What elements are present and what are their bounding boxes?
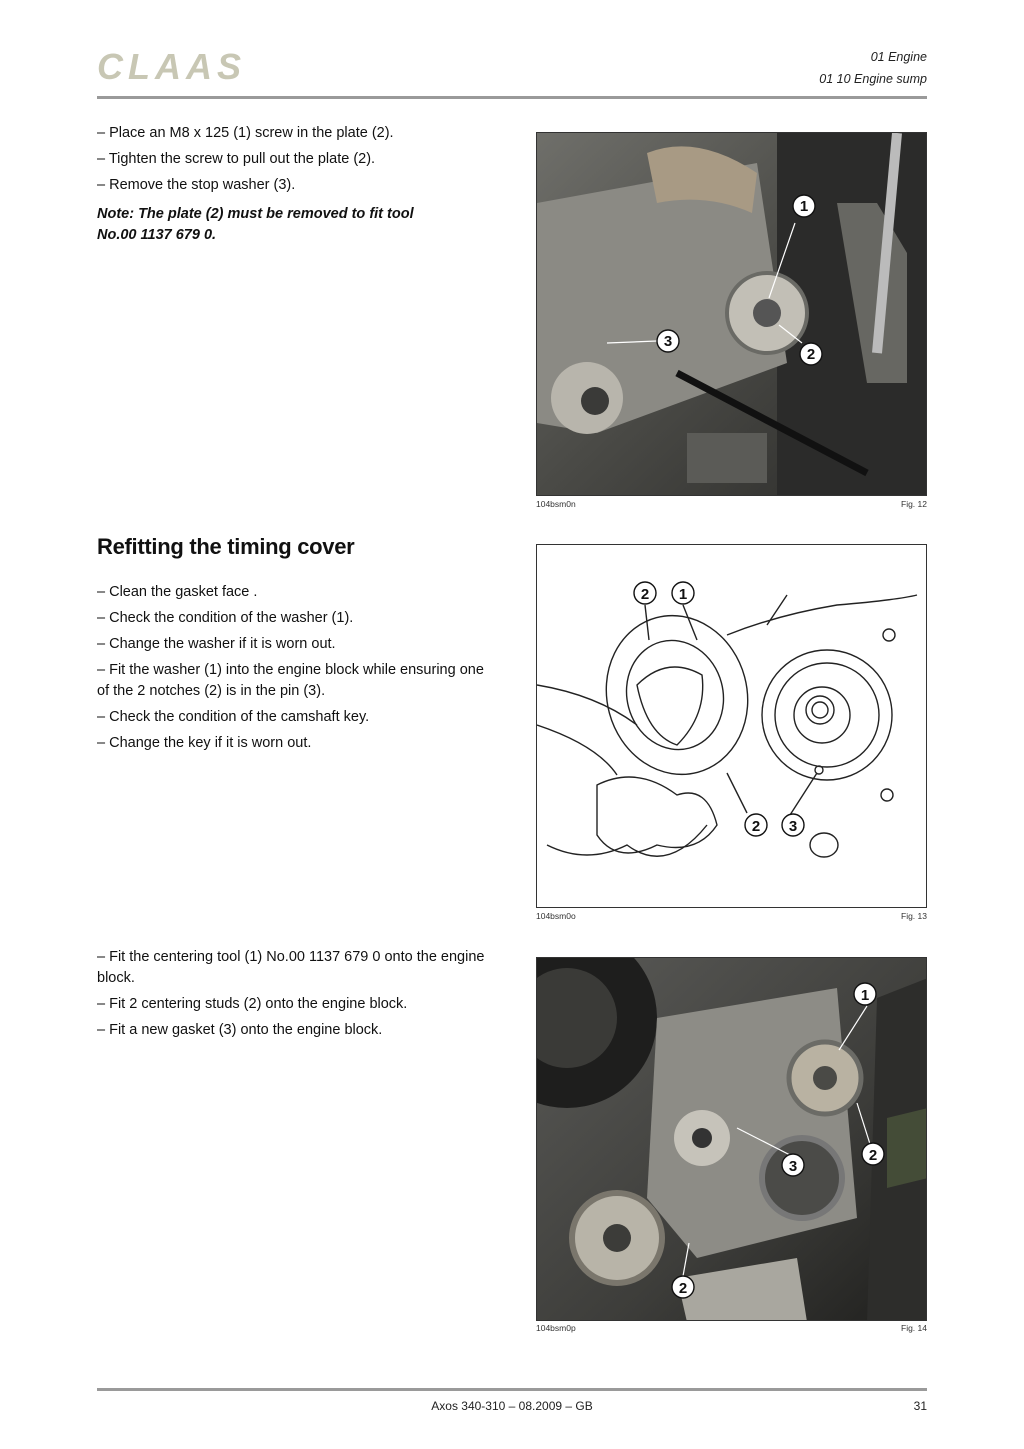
svg-text:3: 3 [788, 818, 798, 835]
callout-2 [800, 343, 822, 365]
callout-1 [793, 195, 815, 217]
svg-text:CLAAS: CLAAS [97, 48, 243, 84]
claas-logo [97, 48, 247, 84]
step: – Check the condition of the camshaft key. [97, 709, 370, 725]
figure-13-drawing [536, 544, 927, 908]
svg-text:2: 2 [678, 1280, 688, 1297]
figure-code: 104bsm0o [536, 911, 576, 921]
footer-doc-info: Axos 340-310 – 08.2009 – GB [431, 1399, 593, 1413]
header-section-info [819, 46, 927, 90]
svg-text:1: 1 [678, 586, 688, 603]
figure-label: Fig. 14 [901, 1323, 927, 1333]
note: Note: The plate (2) must be removed to fit tool No.00 1137 679 0. [97, 206, 414, 243]
instructions-block-3 [97, 947, 492, 1046]
figure-code: 104bsm0p [536, 1323, 576, 1333]
header-section: 01 Engine [870, 50, 927, 64]
step: – Fit the centering tool (1) No.00 1137 679 0 onto the engine block. [97, 949, 485, 986]
svg-text:2: 2 [806, 346, 816, 363]
step: – Place an M8 x 125 (1) screw in the plate (2). [97, 125, 394, 141]
svg-text:3: 3 [788, 1158, 798, 1175]
callout-3 [657, 330, 679, 352]
step: – Check the condition of the washer (1). [97, 610, 354, 626]
callout-3 [782, 1154, 804, 1176]
step: – Fit a new gasket (3) onto the engine block. [97, 1022, 383, 1038]
figure-label: Fig. 13 [901, 911, 927, 921]
svg-text:2: 2 [751, 818, 761, 835]
callout-2 [745, 814, 767, 836]
step: – Fit the washer (1) into the engine block while ensuring one of the 2 notches (2) is in the pin (3). [97, 662, 484, 699]
callout-2 [672, 1276, 694, 1298]
step: – Clean the gasket face . [97, 584, 258, 600]
header-subsection: 01 10 Engine sump [819, 72, 927, 86]
callout-1 [672, 582, 694, 604]
header-rule [97, 96, 927, 99]
footer-rule [97, 1388, 927, 1391]
step: – Fit 2 centering studs (2) onto the engine block. [97, 996, 408, 1012]
figure-12-photo [536, 132, 927, 496]
figure-code: 104bsm0n [536, 499, 576, 509]
step: – Change the washer if it is worn out. [97, 636, 336, 652]
step: – Change the key if it is worn out. [97, 735, 312, 751]
svg-text:3: 3 [663, 333, 673, 350]
svg-text:2: 2 [868, 1147, 878, 1164]
section-title: Refitting the timing cover [97, 534, 355, 559]
step: – Remove the stop washer (3). [97, 177, 296, 193]
svg-text:2: 2 [640, 586, 650, 603]
figure-14-photo [536, 957, 927, 1321]
callout-3 [782, 814, 804, 836]
page-number: 31 [913, 1399, 927, 1413]
svg-text:1: 1 [799, 198, 809, 215]
svg-text:1: 1 [860, 987, 870, 1004]
instructions-block-1 [97, 123, 492, 251]
figure-label: Fig. 12 [901, 499, 927, 509]
step: – Tighten the screw to pull out the plate (2). [97, 151, 376, 167]
callout-2 [634, 582, 656, 604]
instructions-block-2 [97, 582, 492, 759]
callout-2 [862, 1143, 884, 1165]
callout-1 [854, 983, 876, 1005]
